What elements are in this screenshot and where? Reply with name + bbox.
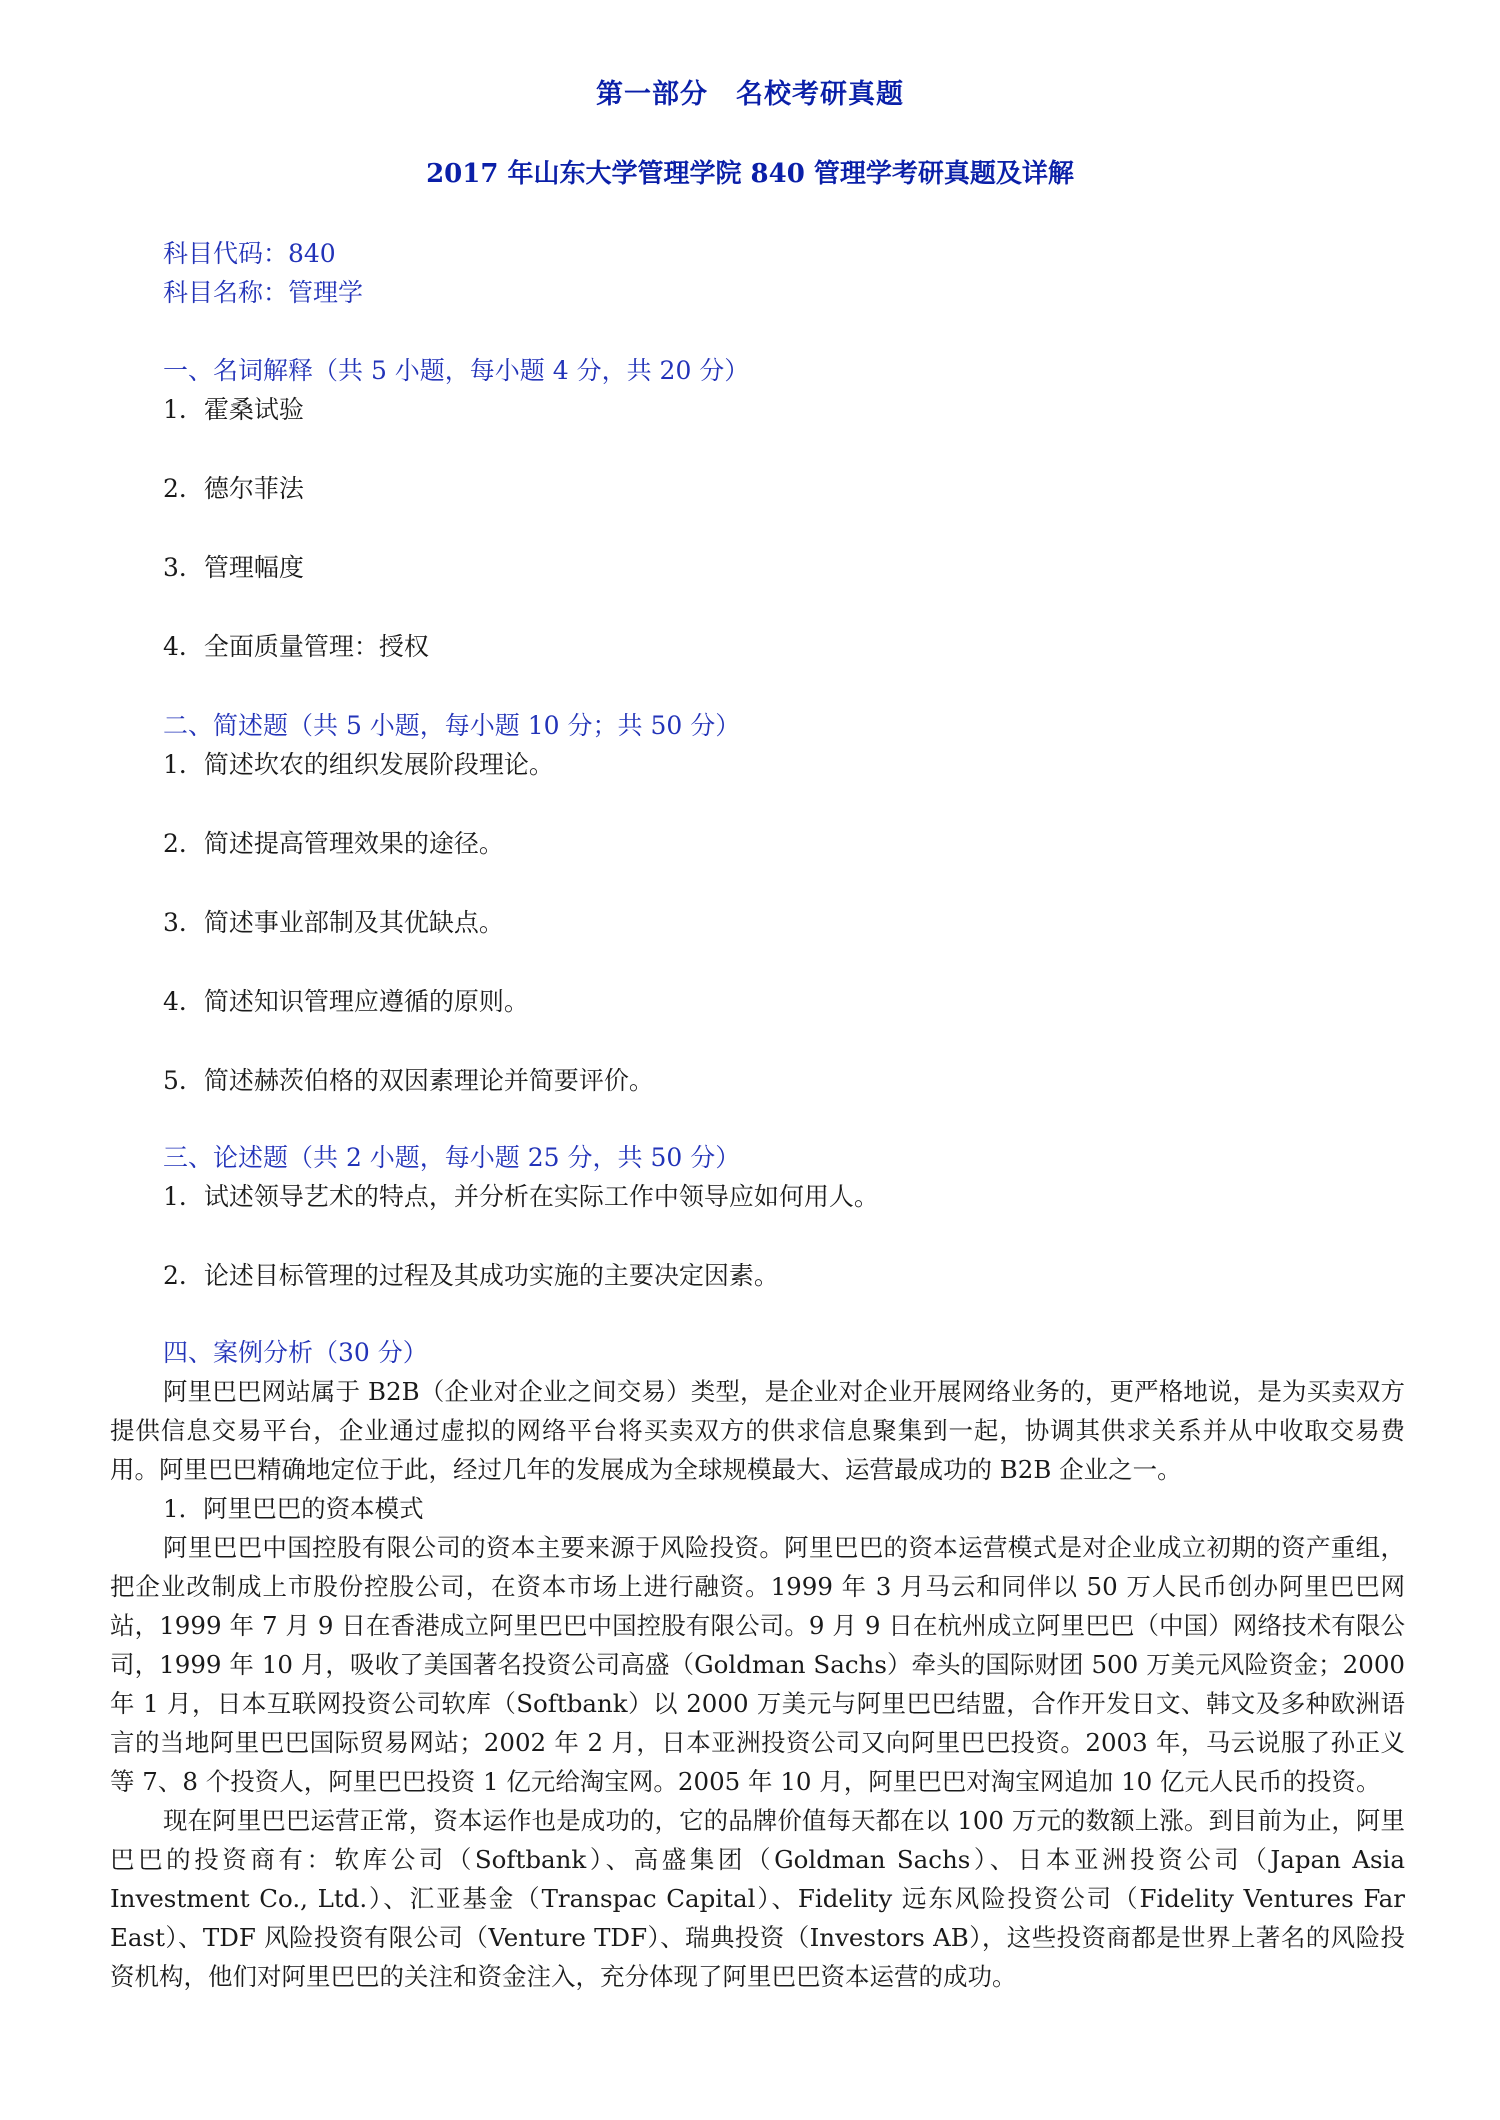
case-subheading: 1．阿里巴巴的资本模式	[163, 1494, 424, 1523]
case-paragraph: 阿里巴巴中国控股有限公司的资本主要来源于风险投资。阿里巴巴的资本运营模式是对企业成立初期的资产重组，把企业改制成上市股份控股公司，在资本市场上进行融资。1999 年 3 月马云和同伴以 50 万人民币创办阿里巴巴网站，1999 年 7 月 9 日在香港成立阿里巴巴中国控股有限公司。9 月 9 日在杭州成立阿里巴巴（中国）网络技术有限公司，1999 年 10 月，吸收了美国著名投资公司高盛（Goldman Sachs）牵头的国际财团 500 万美元风险资金；2000 年 1 月，日本互联网投资公司软库（Softbank）以 2000 万美元与阿里巴巴结盟，合作开发日文、韩文及多种欧洲语言的当地阿里巴巴国际贸易网站；2002 年 2 月，日本亚洲投资公司又向阿里巴巴投资。2003 年，马云说服了孙正义等 7、8 个投资人，阿里巴巴投资 1 亿元给淘宝网。2005 年 10 月，阿里巴巴对淘宝网追加 10 亿元人民币的投资。	[110, 1533, 1405, 1796]
case-paragraph: 阿里巴巴网站属于 B2B（企业对企业之间交易）类型，是企业对企业开展网络业务的，更严格地说，是为买卖双方提供信息交易平台，企业通过虚拟的网络平台将买卖双方的供求信息聚集到一起，协调其供求关系并从中收取交易费用。阿里巴巴精确地定位于此，经过几年的发展成为全球规模最大、运营最成功的 B2B 企业之一。	[110, 1377, 1405, 1484]
subject-name: 科目名称：管理学	[163, 278, 364, 307]
section-heading: 二、简述题（共 5 小题，每小题 10 分；共 50 分）	[163, 711, 741, 740]
section-heading: 三、论述题（共 2 小题，每小题 25 分，共 50 分）	[163, 1143, 741, 1172]
section-heading: 四、案例分析（30 分）	[163, 1338, 428, 1367]
question-item: 2．德尔菲法	[163, 474, 304, 503]
question-item: 3．管理幅度	[163, 553, 304, 582]
question-item: 5．简述赫茨伯格的双因素理论并简要评价。	[163, 1066, 654, 1095]
case-paragraph: 现在阿里巴巴运营正常，资本运作也是成功的，它的品牌价值每天都在以 100 万元的数额上涨。到目前为止，阿里巴巴的投资商有：软库公司（Softbank）、高盛集团（Goldman Sachs）、日本亚洲投资公司（Japan Asia Investment Co., Ltd.）、汇亚基金（Transpac Capital）、Fidelity 远东风险投资公司（Fidelity Ventures Far East）、TDF 风险投资有限公司（Venture TDF）、瑞典投资（Investors AB），这些投资商都是世界上著名的风险投资机构，他们对阿里巴巴的关注和资金注入，充分体现了阿里巴巴资本运营的成功。	[110, 1806, 1405, 1991]
question-item: 2．简述提高管理效果的途径。	[163, 829, 504, 858]
question-item: 3．简述事业部制及其优缺点。	[163, 908, 504, 937]
case-analysis-body	[110, 1372, 1405, 1996]
exam-title: 2017 年山东大学管理学院 840 管理学考研真题及详解	[426, 159, 1074, 189]
subject-code: 科目代码：840	[163, 239, 336, 268]
question-item: 2．论述目标管理的过程及其成功实施的主要决定因素。	[163, 1261, 779, 1290]
question-item: 4．全面质量管理：授权	[163, 632, 429, 661]
question-item: 4．简述知识管理应遵循的原则。	[163, 987, 529, 1016]
question-item: 1．霍桑试验	[163, 395, 304, 424]
section-heading: 一、名词解释（共 5 小题，每小题 4 分，共 20 分）	[163, 356, 750, 385]
part-title: 第一部分 名校考研真题	[596, 79, 904, 110]
question-item: 1．试述领导艺术的特点，并分析在实际工作中领导应如何用人。	[163, 1182, 879, 1211]
question-item: 1．简述坎农的组织发展阶段理论。	[163, 750, 554, 779]
